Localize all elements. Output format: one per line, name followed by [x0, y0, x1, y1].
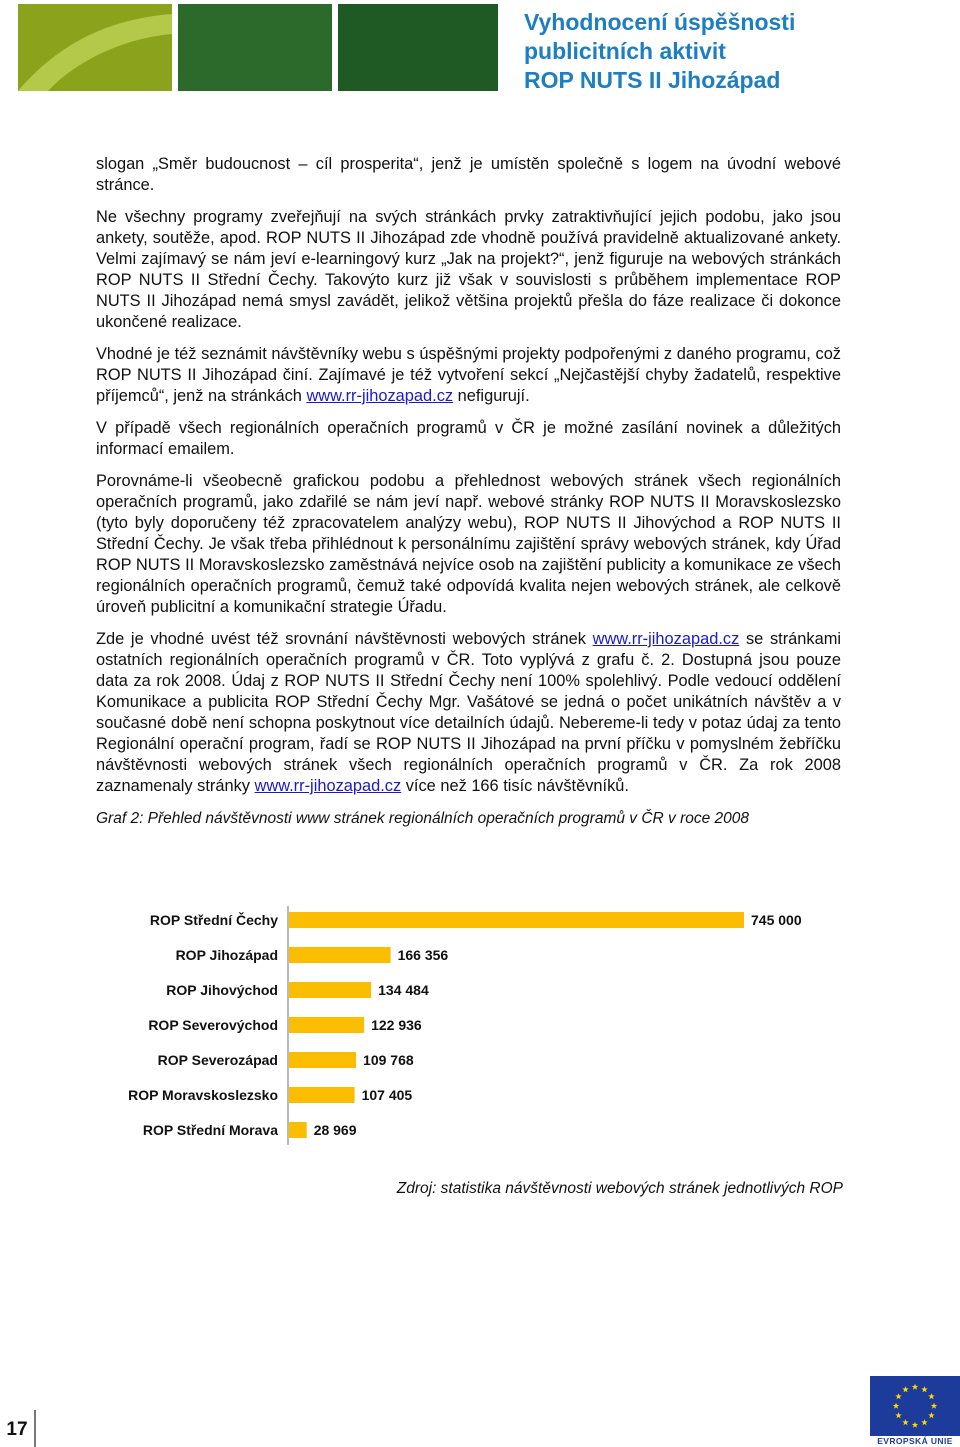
data-label: 107 405 [361, 1087, 413, 1103]
page-number: 17 [6, 1418, 28, 1440]
eu-star-icon [912, 1422, 918, 1428]
category-label: ROP Jihovýchod [166, 982, 278, 998]
header-tile-darkgreen [338, 4, 498, 91]
eu-star-icon [895, 1412, 901, 1418]
bar [289, 947, 391, 963]
paragraph-1: slogan „Směr budoucnost – cíl prosperita“, jenž je umístěn společně s logem na úvodní webové stránce. [96, 155, 841, 194]
header-tile-green [178, 4, 332, 91]
category-label: ROP Severozápad [157, 1052, 278, 1068]
eu-star-icon [928, 1412, 934, 1418]
eu-flag [870, 1376, 960, 1436]
eu-stars-icon [870, 1376, 960, 1436]
data-label: 109 768 [363, 1052, 414, 1068]
bar-chart [96, 900, 856, 1160]
paragraph-6-text-a: Zde je vhodné uvést též srovnání návštěvnosti webových stránek [96, 630, 593, 648]
link-rr-jihozapad-1[interactable]: www.rr-jihozapad.cz [592, 630, 740, 648]
eu-label: EVROPSKÁ UNIE [877, 1436, 953, 1446]
paragraph-5: Porovnáme-li všeobecně grafickou podobu a přehlednost webových stránek všech regionálních operačních programů, jako zdařilé se nám jeví např. webové stránky ROP NUTS II Moravskoslezsko (tyto byly doporučeny též zpracovatelem analýzy webu), ROP NUTS II Jihovýchod a ROP NUTS II Střední Čechy. Je však třeba přihlédnout k personálnímu zajištění správy webových stránek, kdy Úřad ROP NUTS II Moravskoslezsko zaměstnává nejvíce osob na zajištění publicity a komunikace ze všech regionálních operačních programů, čemuž také odpovídá kvalita nejen webových stránek, ale celkově úroveň publicitní a komunikační strategie Úřadu. [96, 472, 841, 616]
eu-star-icon [902, 1386, 908, 1392]
paragraph-6 [96, 629, 841, 797]
data-label: 166 356 [397, 947, 449, 963]
eu-star-icon [931, 1403, 937, 1409]
eu-star-icon [893, 1403, 899, 1409]
category-label: ROP Moravskoslezsko [128, 1087, 278, 1103]
eu-star-icon [902, 1419, 908, 1425]
paragraph-3-text-b: nefigurují. [453, 387, 530, 405]
link-rr-jihozapad-2[interactable]: www.rr-jihozapad.cz [254, 777, 402, 795]
paragraph-4: V případě všech regionálních operačních programů v ČR je možné zasílání novinek a důležitých informací emailem. [96, 419, 841, 458]
title-line-2: publicitních aktivit [524, 38, 726, 64]
link-rr-jihozapad[interactable]: www.rr-jihozapad.cz [306, 387, 454, 405]
bar [289, 982, 371, 998]
category-label: ROP Střední Morava [142, 1122, 278, 1138]
paragraph-6-text-c: více než 166 tisíc návštěvníků. [401, 777, 629, 795]
paragraph-3-text-a: Vhodné je též seznámit návštěvníky webu s úspěšnými projekty podpořenými z daného programu, což ROP NUTS II Jihozápad činí. Zajímavé je též vytvoření sekcí „Nejčastější chyby žadatelů, respektive příjemců“, jenž na stránkách [96, 345, 841, 405]
eu-star-icon [921, 1419, 927, 1425]
title-line-1: Vyhodnocení úspěšnosti [524, 9, 796, 35]
category-label: ROP Střední Čechy [149, 912, 278, 928]
data-label: 134 484 [378, 982, 429, 998]
page-header [0, 0, 960, 92]
bar [289, 1017, 364, 1033]
chart-caption: Graf 2: Přehled návštěvnosti www stránek regionálních operačních programů v ČR v roce 2008 [96, 810, 750, 827]
eu-star-icon [912, 1384, 918, 1390]
document-title [524, 8, 954, 95]
data-label: 745 000 [751, 912, 802, 928]
header-tile-lime [18, 4, 172, 91]
bar-chart-svg [96, 900, 856, 1160]
eu-star-icon [928, 1393, 934, 1399]
data-label: 28 969 [313, 1122, 357, 1138]
paragraph-3 [96, 344, 841, 407]
paragraph-6-text-b: se stránkami ostatních regionálních operačních programů v ČR. Toto vyplývá z grafu č. 2. Dostupná jsou pouze data za rok 2008. Údaj z ROP NUTS II Střední Čechy není 100% spolehlivý. Podle vedoucí oddělení Komunikace a publicita ROP Střední Čechy Mgr. Vašátové se jedná o počet unikátních návštěv a v současné době není schopna poskytnout více detailních údajů. Nebereme-li tedy v potaz údaj za tento Regionální operační program, řadí se ROP NUTS II Jihozápad na první příčku v pomyslném žebříčku návštěvnosti webových stránek všech regionálních operačních programů v ČR. Za rok 2008 zaznamenaly stránky [96, 630, 841, 795]
eu-star-icon [895, 1393, 901, 1399]
swoosh-graphic [18, 4, 172, 91]
chart-source: Zdroj: statistika návštěvnosti webových stránek jednotlivých ROP [396, 1180, 843, 1197]
document-body [96, 154, 841, 829]
eu-logo [870, 1376, 960, 1447]
paragraph-2: Ne všechny programy zveřejňují na svých stránkách prvky zatraktivňující jejich podobu, jako jsou ankety, soutěže, apod. ROP NUTS II Jihozápad zde vhodně používá pravidelně aktualizované ankety. Velmi zajímavý se nám jeví e-learningový kurz „Jak na projekt?“, jenž figuruje na webových stránkách ROP NUTS II Střední Čechy. Takovýto kurz již však v souvislosti s průběhem implementace ROP NUTS II Jihozápad nemá smysl zavádět, jelikož většina projektů přešla do fáze realizace či dokonce ukončené realizace. [96, 208, 841, 331]
eu-star-icon [921, 1386, 927, 1392]
data-label: 122 936 [371, 1017, 422, 1033]
title-line-3: ROP NUTS II Jihozápad [524, 67, 781, 93]
category-label: ROP Jihozápad [175, 947, 278, 963]
bar [289, 1122, 307, 1138]
bar [289, 1087, 355, 1103]
bar [289, 1052, 356, 1068]
page-number-divider [34, 1410, 36, 1447]
bar [289, 912, 744, 928]
category-label: ROP Severovýchod [148, 1017, 278, 1033]
